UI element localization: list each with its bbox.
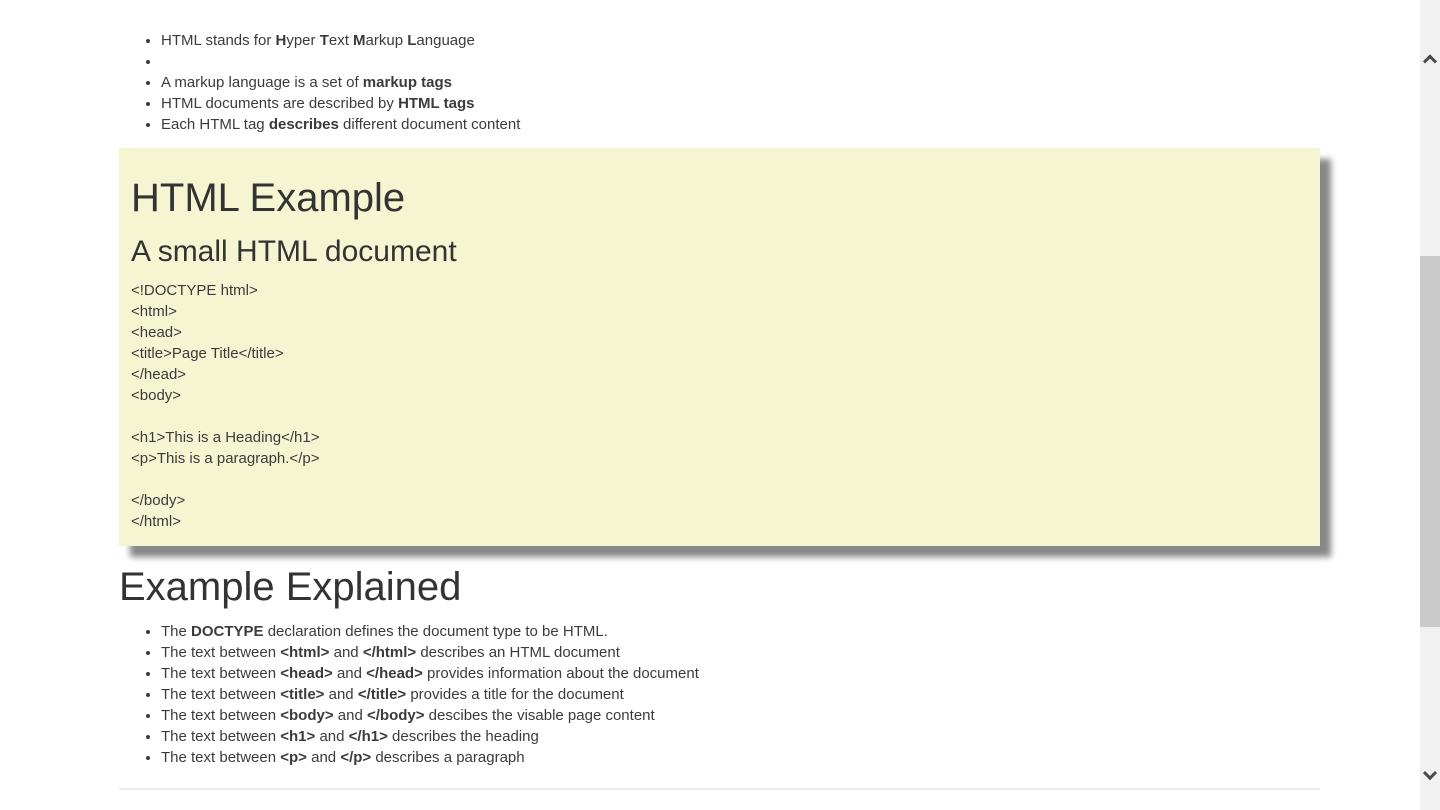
code-line xyxy=(131,469,1308,490)
code-line: <head> xyxy=(131,324,182,341)
code-line: <p>This is a paragraph.</p> xyxy=(131,450,320,467)
divider xyxy=(119,788,1320,790)
html-example-panel xyxy=(119,148,1320,546)
list-item: • The text between <html> and </html> describes an HTML document xyxy=(161,642,1320,663)
main-content xyxy=(119,0,1320,790)
chevron-down-icon xyxy=(1423,766,1437,780)
chevron-up-icon xyxy=(1423,54,1437,68)
explained-list xyxy=(119,621,1320,768)
list-item: • The DOCTYPE declaration defines the document type to be HTML. xyxy=(161,621,1320,642)
list-item: • The text between <h1> and </h1> describes the heading xyxy=(161,726,1320,747)
code-line xyxy=(131,406,1308,427)
explained-title: Example Explained xyxy=(119,565,462,609)
list-item: • HTML documents are described by HTML tags xyxy=(161,93,1320,114)
code-line: </head> xyxy=(131,366,187,383)
list-item: • Each HTML tag describes different document content xyxy=(161,114,1320,135)
code-line: </body> xyxy=(131,492,186,509)
code-line: </html> xyxy=(131,513,182,530)
intro-list xyxy=(119,30,1320,135)
list-item: • A markup language is a set of markup tags xyxy=(161,72,1320,93)
list-item: • The text between <body> and </body> descibes the visable page content xyxy=(161,705,1320,726)
example-subtitle: A small HTML document xyxy=(131,235,457,268)
list-item xyxy=(161,51,1320,72)
scrollbar-thumb[interactable] xyxy=(1420,256,1440,627)
example-title: HTML Example xyxy=(131,176,406,220)
code-line: <html> xyxy=(131,303,177,320)
list-item: • The text between <title> and </title> provides a title for the document xyxy=(161,684,1320,705)
code-block xyxy=(131,280,1308,532)
list-item: • The text between <head> and </head> provides information about the document xyxy=(161,663,1320,684)
list-item: • The text between <p> and </p> describes a paragraph xyxy=(161,747,1320,768)
vertical-scrollbar[interactable] xyxy=(1420,0,1440,810)
list-item: • HTML stands for Hyper Text Markup Language xyxy=(161,30,1320,51)
code-line: <title>Page Title</title> xyxy=(131,345,284,362)
scroll-up-button[interactable] xyxy=(1420,50,1440,70)
code-line: <h1>This is a Heading</h1> xyxy=(131,429,320,446)
code-line: <!DOCTYPE html> xyxy=(131,282,258,299)
code-line: <body> xyxy=(131,387,182,404)
scroll-down-button[interactable] xyxy=(1420,766,1440,786)
